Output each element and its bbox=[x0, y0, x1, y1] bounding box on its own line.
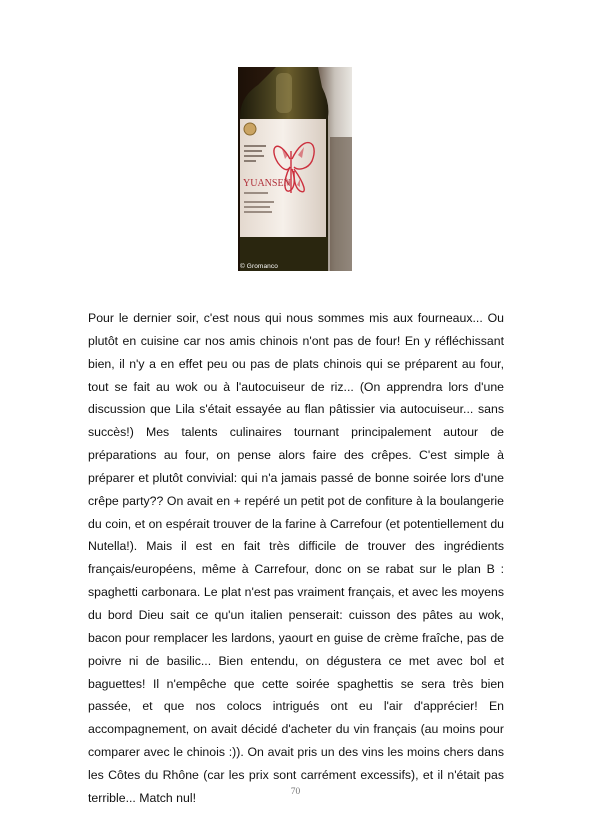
page-number: 70 bbox=[290, 787, 301, 797]
photo-credit: © Gromanco bbox=[240, 263, 278, 270]
label-brand: YUANSEN bbox=[243, 178, 291, 189]
body-paragraph: Pour le dernier soir, c'est nous qui nous sommes mis aux fourneaux... Ou plutôt en cuisine car nos amis chinois n'ont pas de four! En y réfléchissant bien, il n'y a en effet peu ou pas de plats chinois qui se préparent au four, tout se fait au wok ou à l'autocuiseur de riz... (On apprendra lors d'une discussion que Lila s'était essayée au flan pâtissier via autocuiseur... sans succès!) Mes talents culinaires tournant principalement autour de préparations au four, on pense alors faire des crêpes. C'est simple à préparer et plutôt convivial: qui n'a jamais passé de bonne soirée lors d'une crêpe party?? On avait en + repéré un petit pot de confiture à la boulangerie du coin, et on espérait trouver de la farine à Carrefour (et potentiellement du Nutella!). Mais il est en fait très difficile de trouver des ingrédients français/européens, même à Carrefour, donc on se rabat sur le plan B : spaghetti carbonara. Le plat n'est pas vraiment français, et avec les moyens du bord Dieu sait ce qu'un italien penserait: cuisson des pâtes au wok, bacon pour remplacer les lardons, yaourt en guise de crème fraîche, pas de poivre ni de basilic... Bien entendu, on dégustera ce met avec bol et baguettes! Il n'empêche que cette soirée spaghettis se sera très bien passée, et que nos colocs intrigués ont eu l'air d'apprécier! En accompagnement, on avait décidé d'acheter du vin français (au moins pour comparer avec le chinois :)). On avait pris un des vins les moins chers dans les Côtes du Rhône (car les prix sont carrément excessifs), et il n'était pas terrible... Match nul! bbox=[88, 311, 504, 805]
wine-bottle-photo bbox=[238, 67, 352, 271]
